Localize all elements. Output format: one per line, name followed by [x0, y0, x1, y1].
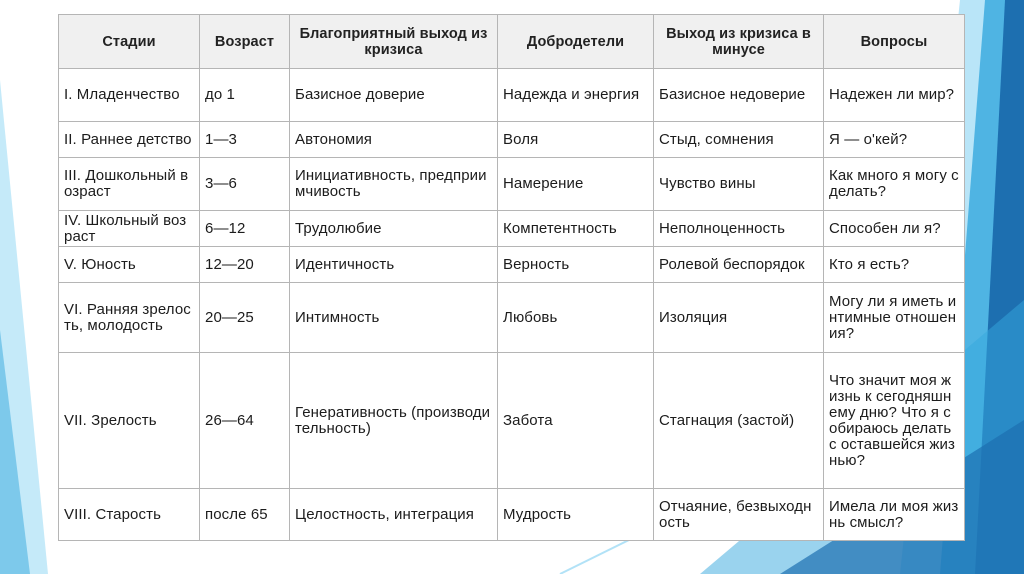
age-cell: до 1: [200, 69, 290, 122]
age-cell: 1—3: [200, 122, 290, 158]
question-cell: Что значит моя жизнь к сегодняшнему дню? Что я собираюсь делать с оставшейся жизнью?: [824, 353, 965, 489]
stage-cell: VI. Ранняя зрелость, молодость: [59, 283, 200, 353]
table-row: [59, 247, 965, 283]
header-questions: Вопросы: [824, 15, 965, 69]
negative-outcome-cell: Ролевой беспорядок: [654, 247, 824, 283]
question-cell: Имела ли моя жизнь смысл?: [824, 489, 965, 541]
header-negative-outcome: Выход из кризиса в минусе: [654, 15, 824, 69]
question-cell: Способен ли я?: [824, 211, 965, 247]
virtue-cell: Воля: [498, 122, 654, 158]
question-cell: Надежен ли мир?: [824, 69, 965, 122]
table-row: [59, 283, 965, 353]
virtue-cell: Надежда и энергия: [498, 69, 654, 122]
question-cell: Как много я могу сделать?: [824, 158, 965, 211]
age-cell: 6—12: [200, 211, 290, 247]
age-cell: после 65: [200, 489, 290, 541]
favorable-outcome-cell: Автономия: [290, 122, 498, 158]
age-cell: 20—25: [200, 283, 290, 353]
table-row: [59, 211, 965, 247]
table-row: [59, 489, 965, 541]
favorable-outcome-cell: Генеративность (производительность): [290, 353, 498, 489]
negative-outcome-cell: Изоляция: [654, 283, 824, 353]
age-cell: 3—6: [200, 158, 290, 211]
virtue-cell: Компетентность: [498, 211, 654, 247]
stage-cell: V. Юность: [59, 247, 200, 283]
question-cell: Могу ли я иметь интимные отношения?: [824, 283, 965, 353]
negative-outcome-cell: Стагнация (застой): [654, 353, 824, 489]
header-favorable-outcome: Благоприятный выход из кризиса: [290, 15, 498, 69]
age-cell: 12—20: [200, 247, 290, 283]
favorable-outcome-cell: Целостность, интеграция: [290, 489, 498, 541]
table-header-row: [59, 15, 965, 69]
table-row: [59, 122, 965, 158]
stage-cell: I. Младенчество: [59, 69, 200, 122]
table-row: [59, 353, 965, 489]
question-cell: Я — о'кей?: [824, 122, 965, 158]
favorable-outcome-cell: Базисное доверие: [290, 69, 498, 122]
virtue-cell: Намерение: [498, 158, 654, 211]
virtue-cell: Мудрость: [498, 489, 654, 541]
favorable-outcome-cell: Интимность: [290, 283, 498, 353]
age-cell: 26—64: [200, 353, 290, 489]
favorable-outcome-cell: Инициативность, предприимчивость: [290, 158, 498, 211]
negative-outcome-cell: Стыд, сомнения: [654, 122, 824, 158]
erikson-stages-table-container: [58, 14, 964, 541]
stage-cell: III. Дошкольный возраст: [59, 158, 200, 211]
table-row: [59, 158, 965, 211]
negative-outcome-cell: Неполноценность: [654, 211, 824, 247]
stage-cell: II. Раннее детство: [59, 122, 200, 158]
header-stages: Стадии: [59, 15, 200, 69]
favorable-outcome-cell: Идентичность: [290, 247, 498, 283]
negative-outcome-cell: Базисное недоверие: [654, 69, 824, 122]
negative-outcome-cell: Чувство вины: [654, 158, 824, 211]
stage-cell: VII. Зрелость: [59, 353, 200, 489]
favorable-outcome-cell: Трудолюбие: [290, 211, 498, 247]
header-virtues: Добродетели: [498, 15, 654, 69]
negative-outcome-cell: Отчаяние, безвыходность: [654, 489, 824, 541]
virtue-cell: Любовь: [498, 283, 654, 353]
virtue-cell: Забота: [498, 353, 654, 489]
erikson-stages-table: [58, 14, 965, 541]
stage-cell: IV. Школьный возраст: [59, 211, 200, 247]
table-row: [59, 69, 965, 122]
virtue-cell: Верность: [498, 247, 654, 283]
question-cell: Кто я есть?: [824, 247, 965, 283]
stage-cell: VIII. Старость: [59, 489, 200, 541]
header-age: Возраст: [200, 15, 290, 69]
